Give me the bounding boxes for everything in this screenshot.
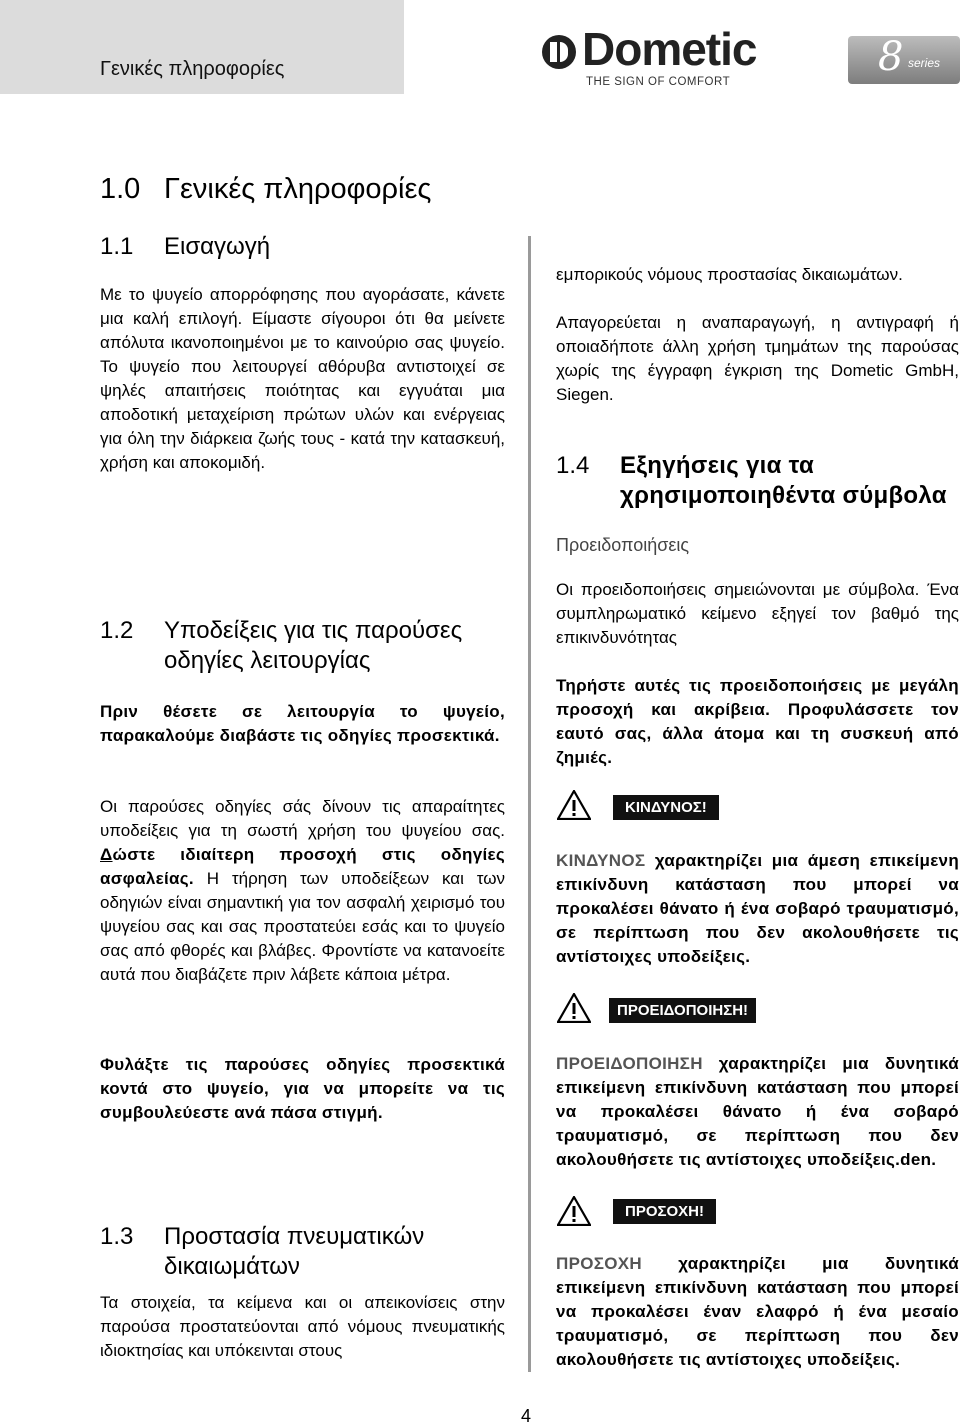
series-badge xyxy=(848,36,960,84)
warning-text: χαρακτηρίζει μια δυνητικά επικείμενη επικίνδυνη κατάσταση που μπορεί να προκαλέσει θάνατο ή ένα σοβαρό τραυματισμό, σε περίπτωση που δεν ακολουθήσετε τις αντίστοιχες υποδείξεις.den. xyxy=(556,1054,959,1169)
warning-signal-label: ΠΡΟΕΙΔΟΠΟΙΗΣΗ! xyxy=(609,998,756,1023)
danger-signal-label: ΚΙΝΔΥΝΟΣ! xyxy=(613,795,719,820)
instructions-emphasis: ώστε ιδιαίτερη προσοχή στις οδηγίες ασφαλείας. xyxy=(100,845,505,888)
warnings-subheading: Προειδοποιήσεις xyxy=(556,535,690,555)
logo-tagline: THE SIGN OF COMFORT xyxy=(586,76,731,88)
warning-triangle-icon xyxy=(557,1196,591,1226)
warning-triangle-icon xyxy=(557,993,591,1023)
warnings-emphasis: Τηρήστε αυτές τις προειδοποιήσεις με μεγάλη προσοχή και ακρίβεια. Προφυλάσσετε τον εαυτό σας, άλλα άτομα και τη συσκευή από ζημιές. xyxy=(556,676,959,767)
section-1-4-heading xyxy=(556,451,959,511)
instructions-emphasis-initial: Δ xyxy=(100,845,113,864)
dometic-logo xyxy=(532,23,762,94)
caution-signal-label: ΠΡΟΣΟΧΗ! xyxy=(613,1199,716,1224)
copyright-paragraph: Τα στοιχεία, τα κείμενα και οι απεικονίσεις στην παρούσα προστατεύονται από νόμους πνευματικής ιδιοκτησίας και υπόκεινται στους xyxy=(100,1293,505,1360)
chapter-title: Γενικές πληροφορίες xyxy=(164,173,432,205)
instructions-text: Οι παρούσες οδηγίες σάς δίνουν τις απαραίτητες υποδείξεις για τη σωστή χρήση του ψυγείου σας. xyxy=(100,797,505,840)
dometic-logo-mark-icon xyxy=(542,35,576,69)
danger-text: χαρακτηρίζει μια άμεση επικείμενη επικίνδυνη κατάσταση που μπορεί να προκαλέσει θάνατο ή ένα σοβαρό τραυματισμό, σε περίπτωση που δεν ακολουθήσετε τις αντίστοιχες υποδείξεις. xyxy=(556,851,959,966)
section-1-2-heading xyxy=(100,616,505,676)
danger-word: ΚΙΝΔΥΝΟΣ xyxy=(556,851,646,870)
caution-text: χαρακτηρίζει μια δυνητικά επικείμενη επικίνδυνη κατάσταση που μπορεί να προκαλέσει έναν ελαφρό ή ένα μεσαίο τραυματισμό, σε περίπτωση που δεν ακολουθήσετε τις αντίστοιχες υποδείξεις. xyxy=(556,1254,959,1369)
section-title: Εξηγήσεις για τα χρησιμοποιηθέντα σύμβολα xyxy=(620,452,947,509)
section-title: Προστασία πνευματικών δικαιωμάτων xyxy=(164,1223,425,1280)
warning-triangle-icon xyxy=(557,790,591,820)
section-title: Υποδείξεις για τις παρούσες οδηγίες λειτουργίας xyxy=(164,617,463,674)
caution-word: ΠΡΟΣΟΧΗ xyxy=(556,1254,642,1273)
read-instructions-notice: Πριν θέσετε σε λειτουργία το ψυγείο, παρακαλούμε διαβάστε τις οδηγίες προσεκτικά. xyxy=(100,702,505,745)
column-divider xyxy=(528,236,531,1372)
logo-wordmark: Dometic xyxy=(582,23,757,75)
warning-word: ΠΡΟΕΙΔΟΠΟΙΗΣΗ xyxy=(556,1054,703,1073)
warning-description xyxy=(556,1052,959,1172)
series-label: series xyxy=(908,56,941,70)
section-number: 1.2 xyxy=(100,617,134,644)
section-1-3-heading xyxy=(100,1222,505,1282)
section-number: 1.3 xyxy=(100,1223,134,1250)
header-section-title: Γενικές πληροφορίες xyxy=(100,58,285,80)
warnings-intro: Οι προειδοποιήσεις σημειώνονται με σύμβολα. Ένα συμπληρωματικό κείμενο εξηγεί τον βαθμό της επικινδυνότητας xyxy=(556,580,959,647)
caution-description xyxy=(556,1252,959,1372)
section-1-1-heading xyxy=(100,232,505,262)
intro-paragraph: Με το ψυγείο απορρόφησης που αγοράσατε, κάνετε μια καλή επιλογή. Είμαστε σίγουροι ότι θα μείνετε απόλυτα ικανοποιημένοι με το καινούριο σας ψυγείο. Το ψυγείο που λειτουργεί αθόρυβα αντιστοιχεί σε ψηλές απαιτήσεις ποιότητας και εγγυάται μια αποδοτική μεταχείριση πρώτων υλών και ενέργειας για όλη την διάρκεια ζωής τους - κατά την κατασκευή, χρήση και αποκομιδή. xyxy=(100,285,505,472)
instructions-text-continued: Η τήρηση των υποδείξεων και των οδηγιών είναι σημαντική για τον ασφαλή χειρισμό του ψυγείου σας και σας προστατεύει εσάς και το ψυγείο σας από φθορές και βλάβες. Φροντίστε να κατανοείτε αυτά που διαβάζετε πριν λάβετε κάποια μέτρα. xyxy=(100,869,505,984)
instructions-paragraph xyxy=(100,795,505,987)
danger-description xyxy=(556,849,959,969)
page-number: 4 xyxy=(521,1406,532,1426)
series-number: 8 xyxy=(878,34,904,80)
chapter-number: 1.0 xyxy=(100,173,141,205)
section-number: 1.1 xyxy=(100,233,134,260)
section-title: Εισαγωγή xyxy=(164,233,271,260)
section-number: 1.4 xyxy=(556,452,590,479)
copyright-prohibition: Απαγορεύεται η αναπαραγωγή, η αντιγραφή ή οποιαδήποτε άλλη χρήση τμημάτων της παρούσας χωρίς της έγγραφη έγκριση της Dometic GmbH, Siegen. xyxy=(556,313,959,404)
chapter-heading xyxy=(100,172,505,206)
copyright-continued: εμπορικούς νόμους προστασίας δικαιωμάτων. xyxy=(556,265,903,284)
keep-instructions-notice: Φυλάξτε τις παρούσες οδηγίες προσεκτικά κοντά στο ψυγείο, για να μπορείτε να τις συμβουλεύεστε ανά πάσα στιγμή. xyxy=(100,1055,505,1122)
